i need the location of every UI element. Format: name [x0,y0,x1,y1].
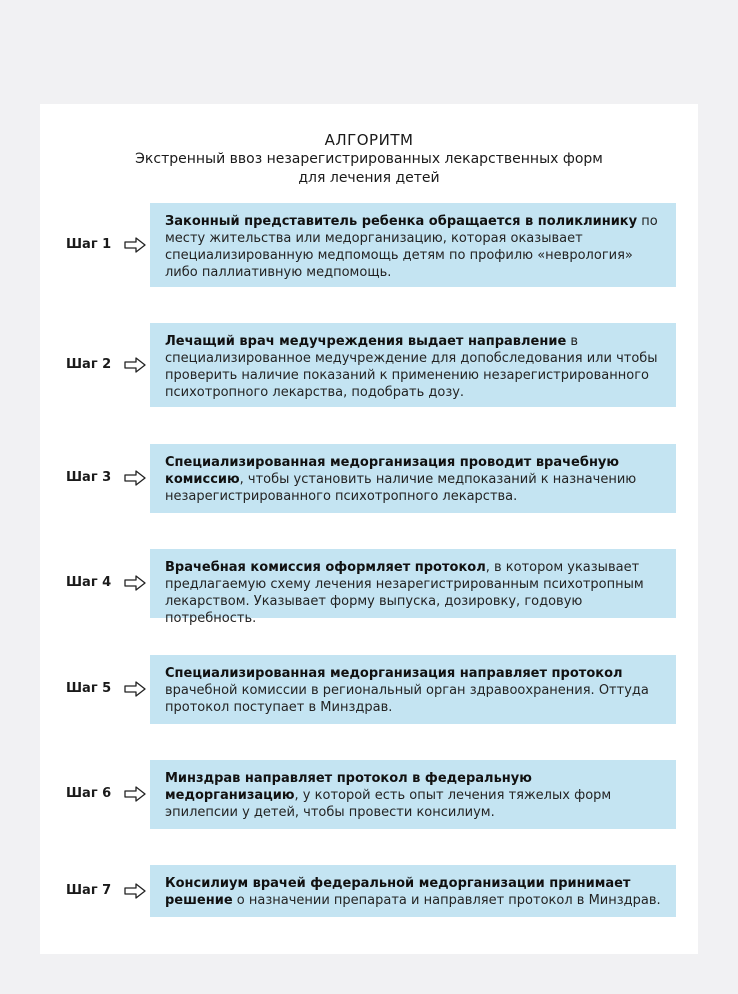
step-box [150,549,676,626]
step-details: , в котором указывает предлагаемую схему лечения незарегистрированным психотропным лекарством. Указывает форму выпуска, дозировку, годовую потребность. [165,560,644,626]
step-box [150,865,676,917]
step-action: Специализированная медорганизация направляет протокол [165,666,623,681]
arrow-right-icon [124,575,146,591]
page-subtitle-line2: для лечения детей [298,170,440,186]
arrow-right-icon [124,357,146,373]
step-label: Шаг 1 [66,237,112,252]
step-box [150,655,676,724]
step-label: Шаг 3 [66,470,112,485]
arrow-right-icon [124,237,146,253]
step-box [150,323,676,407]
step-label: Шаг 5 [66,681,112,696]
step-details: , у которой есть опыт лечения тяжелых форм эпилепсии у детей, чтобы провести консилиум. [165,788,612,820]
step-action: Минздрав направляет протокол в федеральную медорганизацию [165,771,532,803]
step-action: Законный представитель ребенка обращается в поликлинику [165,214,638,229]
step-box [150,760,676,829]
step-label: Шаг 2 [66,357,112,372]
step-box [150,203,676,287]
arrow-right-icon [124,883,146,899]
algorithm-card [40,104,698,954]
step-details: в специализированное медучреждение для допобследования или чтобы проверить наличие показаний к применению незарегистрированного психотропного лекарства, подобрать дозу. [165,334,658,400]
step-action: Врачебная комиссия оформляет протокол [165,560,486,575]
arrow-right-icon [124,681,146,697]
step-label: Шаг 4 [66,575,112,590]
page-subtitle-line1: Экстренный ввоз незарегистрированных лекарственных форм [135,151,603,167]
step-action: Лечащий врач медучреждения выдает направление [165,334,567,349]
header [40,130,698,188]
step-action: Специализированная медорганизация проводит врачебную комиссию [165,455,620,487]
arrow-right-icon [124,470,146,486]
step-details: врачебной комиссии в региональный орган здравоохранения. Оттуда протокол поступает в Минздрав. [165,683,649,715]
step-action: Консилиум врачей федеральной медорганизации принимает решение [165,876,631,908]
arrow-right-icon [124,786,146,802]
page-title: АЛГОРИТМ [324,131,414,149]
step-box [150,444,676,513]
step-label: Шаг 6 [66,786,112,801]
step-details: о назначении препарата и направляет протокол в Минздрав. [232,893,661,908]
step-label: Шаг 7 [66,883,112,898]
step-details: , чтобы установить наличие медпоказаний к назначению незарегистрированного психотропного лекарства. [165,472,637,504]
step-details: по месту жительства или медорганизацию, которая оказывает специализированную медпомощь детям по профилю «неврология» либо паллиативную медпомощь. [165,214,658,280]
